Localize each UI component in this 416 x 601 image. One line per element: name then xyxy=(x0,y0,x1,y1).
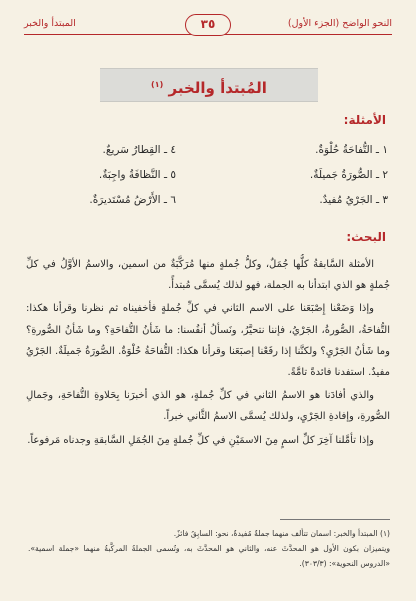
example-item: ٣ ـ الجَرْيُ مُفيدٌ. xyxy=(319,194,388,206)
page-number-badge: ٣٥ xyxy=(185,14,231,36)
example-item: ٥ ـ النَّظافَةُ واجِبَةٌ. xyxy=(98,169,176,181)
paragraph: وإذا تأمَّلنا آخِرَ كلِّ اسمٍ مِنَ الاسمَيْنِ في كلِّ جُملةٍ مِنَ الجُمَلِ السَّابقةِ وجدناه مَرفوعاً. xyxy=(27,434,374,446)
example-item: ٢ ـ الصُّورَةُ جَميلَةٌ. xyxy=(309,169,388,181)
paragraph: والذي أفادَنا هو الاسمُ الثاني في كلِّ جُملةٍ، هو الذي أخبرَنا بِحَلاوةِ التُّفاحَةِ، وجَمالِ الصُّورةِ، وإفادةِ الجَرْيِ، ولذلك يُسمَّى الاسمُ الثَّاني خبراً. xyxy=(26,390,390,423)
paragraph: الأمثلة السَّابقةُ كلُّها جُمَلٌ، وكلُّ جُملةٍ منها مُرَكَّبَةٌ من اسمين، والاسمُ الأوَّلُ في كلِّ جُملةٍ هو الذي ابتدأنا به الجملة، فهو لذلك يُسمَّى مُبتدأً. xyxy=(26,259,390,292)
chapter-title: المبتدأ والخبر xyxy=(24,18,76,29)
page-header xyxy=(24,14,392,40)
lesson-title-box xyxy=(100,68,318,102)
title-footnote-marker: (١) xyxy=(151,80,164,89)
examples-left-column xyxy=(89,138,176,213)
example-item: ٤ ـ القِطارُ سَريعٌ. xyxy=(102,144,176,156)
examples-heading: الأمثلة: xyxy=(343,113,386,127)
examples-right-column xyxy=(310,138,388,213)
research-body xyxy=(26,254,390,509)
book-title: النحو الواضح (الجزء الأول) xyxy=(287,18,392,29)
research-heading: البحث: xyxy=(346,230,386,244)
example-item: ٦ ـ الأَرْضُ مُسْتَديرَةٌ. xyxy=(89,194,176,206)
footnote-separator xyxy=(280,519,390,520)
footnote: (١) المبتدأ والخبر: اسمان تتألف منهما جملةٌ مُفيدةٌ، نحو: السابِقُ فائزٌ. xyxy=(173,529,390,538)
footnotes xyxy=(28,526,390,592)
footnote: ويتميزان بكون الأول هو المحدَّثَ عنه، والثاني هو المحدَّثَ به، وتُسمى الجملةُ المركَّبةُ منهما «جملة اسمية». «الدروس النحوية»: (٣٠٣/٣). xyxy=(28,544,390,568)
paragraph: وإذا وَضَعْنا إِصْبَعَنا على الاسم الثاني في كلِّ جُملةٍ فأخفيناه ثم نظرنا وقرأنا هكذا: التُّفاحَةُ، الصُّورةُ، الجَرْيُ، فإننا نتحيَّرُ، ونَسألُ أنفُسنا: ما شَأنُ التُّفاحَةِ؟ وما شَأنُ الصُّورةِ؟ وما شَأنُ الجَرْيِ؟ ولكنَّنا إذا رفَعْنا إصبَعَنا وقرأنا هكذا: التُّفاحَةُ حُلْوَةٌ. الصُّورَةُ جَميلَةٌ. الجَرْيُ مفيدٌ. استفدنا فائدةً تامَّةً. xyxy=(26,303,390,379)
examples-list xyxy=(40,138,388,218)
lesson-title: المُبتدأ والخبر xyxy=(168,79,267,97)
example-item: ١ ـ التُّفاحَةُ حُلْوَةٌ. xyxy=(315,144,388,156)
